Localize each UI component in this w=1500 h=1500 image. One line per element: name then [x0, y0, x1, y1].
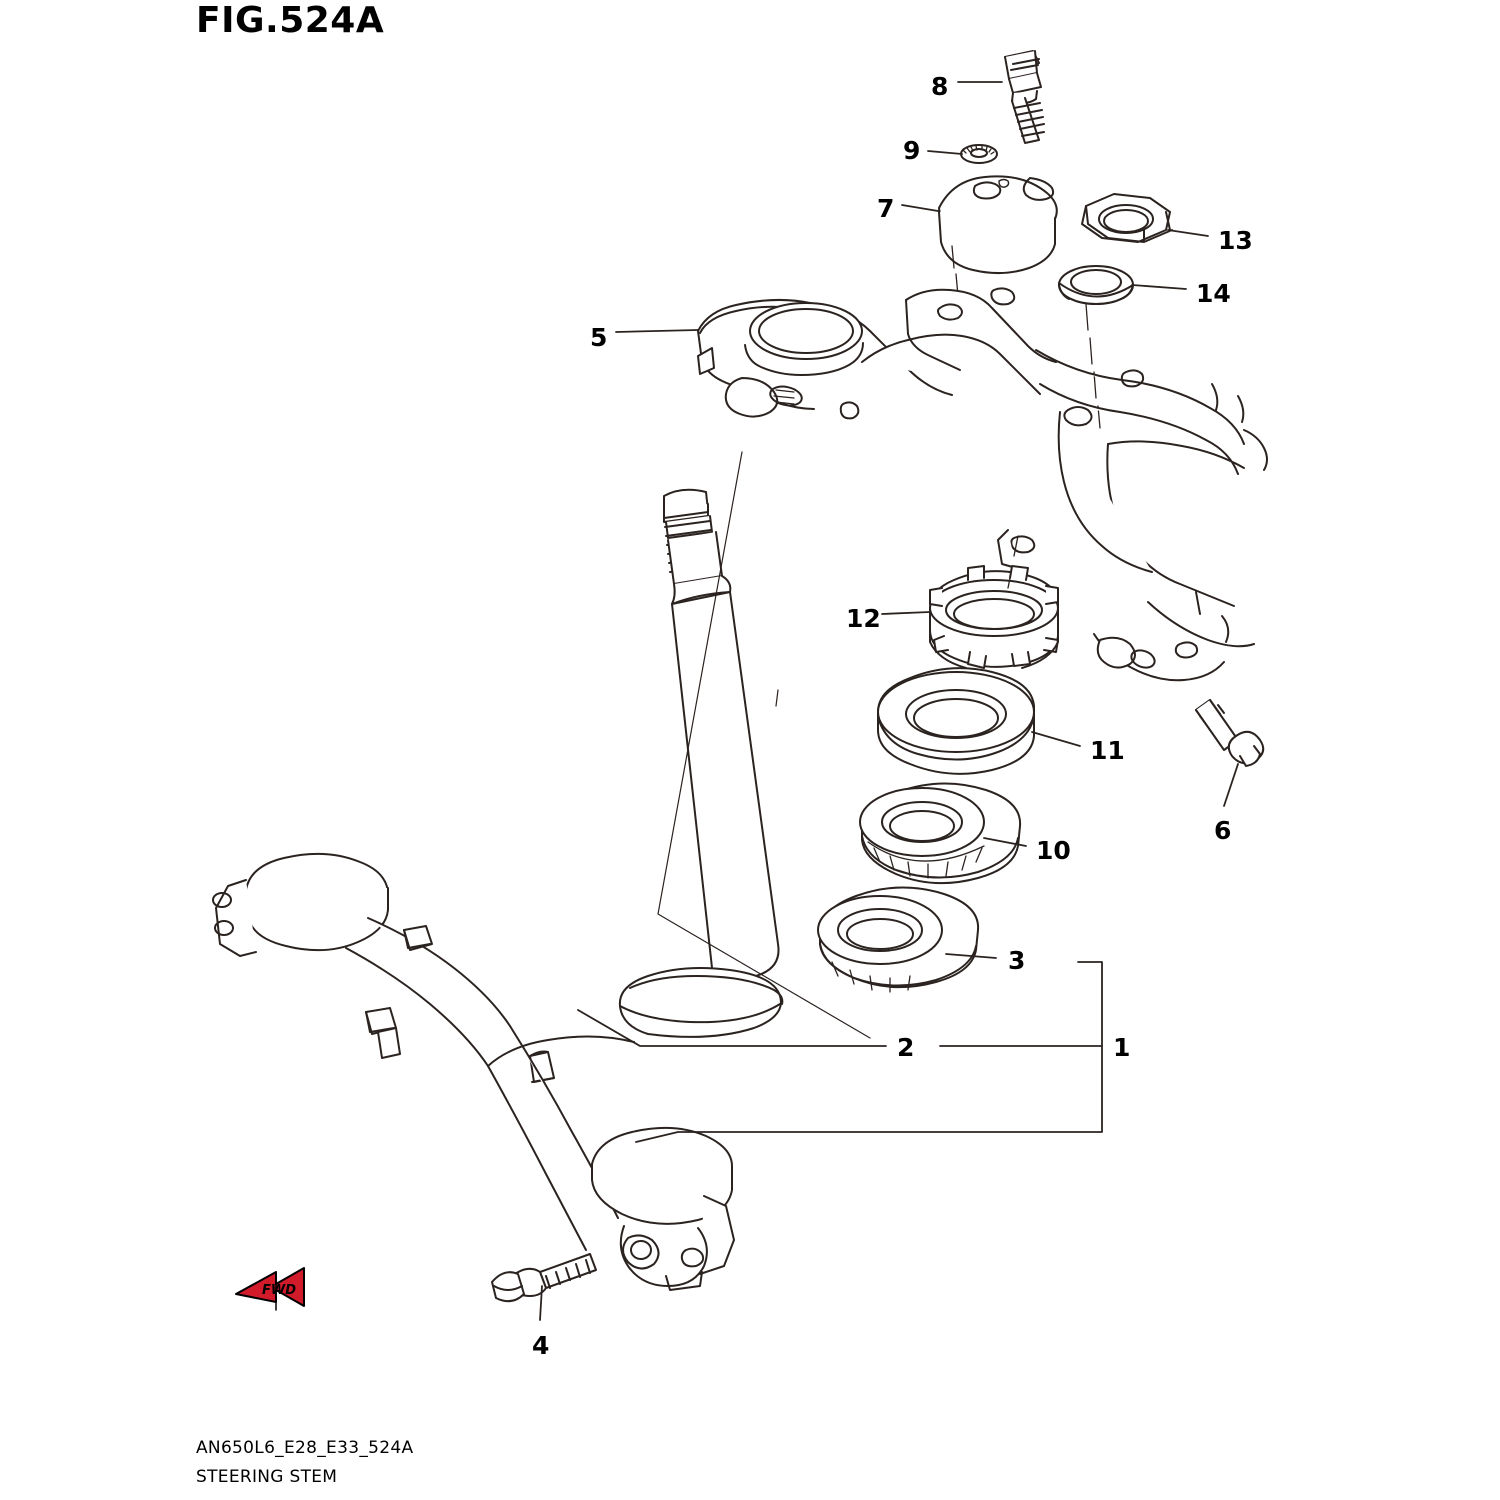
callout-4: 4: [532, 1331, 550, 1360]
part-4-bolt: [492, 1254, 596, 1301]
part-13-nut: [1082, 194, 1172, 242]
part-3-bearing: [818, 887, 978, 992]
callout-1: 1: [1113, 1033, 1131, 1062]
figure-name: STEERING STEM: [196, 1467, 338, 1487]
callout-9: 9: [903, 136, 921, 165]
callout-5: 5: [590, 323, 608, 352]
callout-12: 12: [846, 604, 881, 633]
callout-8: 8: [931, 72, 949, 101]
part-12-lock-nut: [930, 566, 1058, 668]
part-11-race: [878, 668, 1034, 774]
part-1-lower-bracket: [213, 854, 734, 1290]
callout-3: 3: [1008, 946, 1026, 975]
part-6-bolt: [1196, 700, 1263, 766]
callout-2: 2: [897, 1033, 915, 1062]
part-2-stem-shaft: [620, 490, 782, 1037]
callout-14: 14: [1196, 279, 1231, 308]
page-title: FIG.524A: [196, 0, 385, 41]
part-8-bolt: [1005, 51, 1044, 143]
part-14-washer: [1059, 266, 1133, 304]
part-7-clamp-cap: [939, 176, 1057, 273]
part-9-washer: [961, 145, 997, 163]
callout-6: 6: [1214, 816, 1232, 845]
callout-11: 11: [1090, 736, 1125, 765]
fwd-label: FWD: [262, 1283, 297, 1298]
part-10-bearing: [860, 783, 1020, 883]
figure-code: AN650L6_E28_E33_524A: [196, 1438, 414, 1458]
callout-7: 7: [877, 194, 895, 223]
callout-13: 13: [1218, 226, 1253, 255]
callout-10: 10: [1036, 836, 1071, 865]
